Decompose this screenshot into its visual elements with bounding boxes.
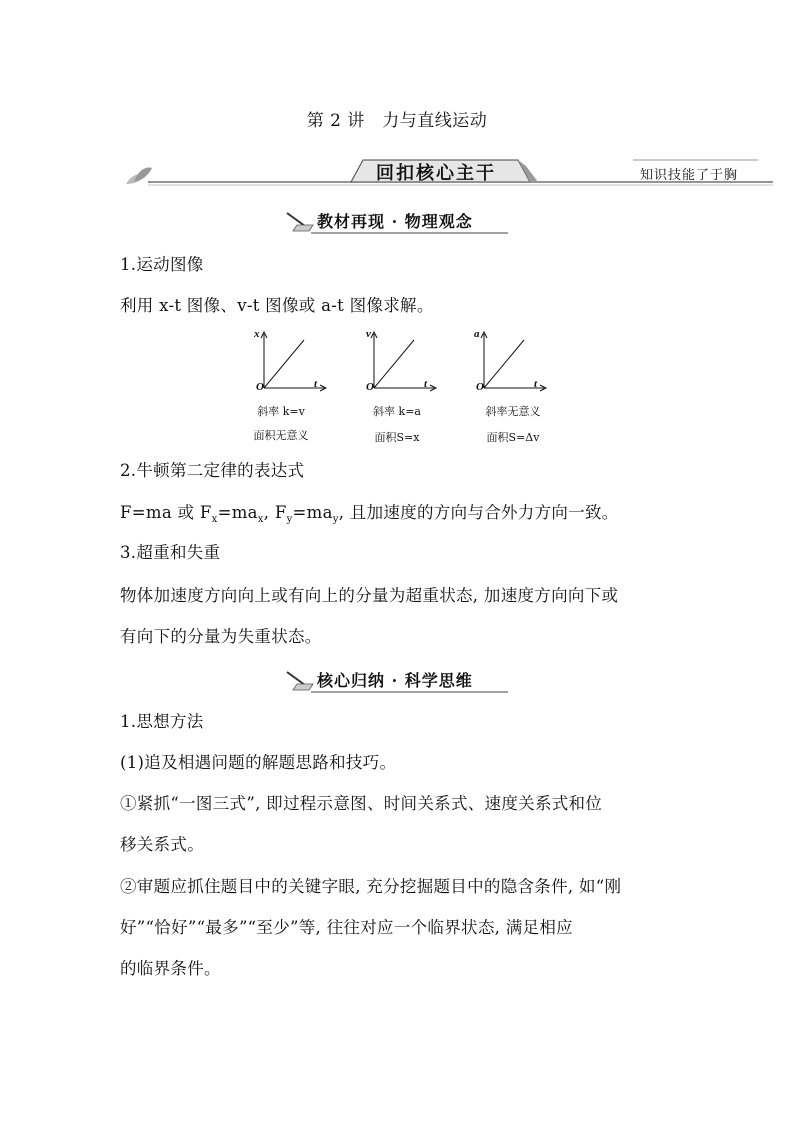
graph-at-caption2: 面积S=Δv: [486, 431, 540, 444]
section1-header: [283, 205, 513, 237]
graph-vt: [350, 326, 460, 446]
graph-vt-y-label: v: [366, 328, 371, 340]
section2-line1: (1)追及相遇问题的解题思路和技巧。: [120, 753, 397, 772]
graph-vt-caption1: 斜率 k=a: [373, 405, 421, 418]
item2-text-sub1: x: [211, 514, 218, 525]
graph-xt-caption1: 斜率 k=v: [257, 405, 305, 418]
section1-title: 教材再现 · 物理观念: [317, 212, 473, 231]
graph-xt-y-label: x: [254, 328, 260, 340]
lesson-title: 第 2 讲 力与直线运动: [306, 111, 488, 131]
graph-xt: [240, 326, 350, 446]
section2-heading: 1.思想方法: [120, 712, 204, 731]
item2-text-part1: F=ma 或 F: [120, 503, 212, 522]
graph-xt-x-label: t: [314, 378, 318, 390]
item3-heading: 3.超重和失重: [120, 543, 221, 562]
item2-text-sub2: x: [257, 514, 264, 525]
item1-heading: 1.运动图像: [120, 255, 204, 274]
section2-line4: ②审题应抓住题目中的关键字眼, 充分挖掘题目中的隐含条件, 如“刚: [120, 877, 622, 896]
graph-at-caption1: 斜率无意义: [485, 405, 541, 418]
item2-text-part3: , F: [263, 503, 287, 522]
banner-right-text: 知识技能了于胸: [640, 168, 739, 183]
graph-at-origin: O: [476, 381, 484, 393]
item3-line1: 物体加速度方向向上或有向上的分量为超重状态, 加速度方向向下或: [120, 586, 619, 605]
banner-title: 回扣核心主干: [376, 163, 496, 184]
section2-line6: 的临界条件。: [120, 959, 221, 978]
section2-title: 核心归纳 · 科学思维: [317, 671, 473, 690]
item2-heading: 2.牛顿第二定律的表达式: [120, 461, 305, 480]
item2-text-part5: , 且加速度的方向与合外力方向一致。: [338, 503, 619, 522]
item2-text-part2: =ma: [217, 503, 258, 522]
graph-vt-caption2: 面积S=x: [374, 431, 420, 444]
graph-xt-origin: O: [256, 381, 264, 393]
section-banner: [118, 156, 778, 190]
item3-line2: 有向下的分量为失重状态。: [120, 627, 322, 646]
graph-at-x-label: t: [534, 378, 538, 390]
item2-text-sub3: y: [286, 514, 293, 525]
item2-text-sub4: y: [332, 514, 339, 525]
section2-line2: ①紧抓“一图三式”, 即过程示意图、时间关系式、速度关系式和位: [120, 794, 603, 813]
graph-vt-x-label: t: [424, 378, 428, 390]
graph-at: [460, 326, 570, 446]
item2-text: [120, 502, 619, 527]
item1-text: 利用 x-t 图像、v-t 图像或 a-t 图像求解。: [120, 296, 434, 315]
section2-line3: 移关系式。: [120, 835, 204, 854]
section2-line5: 好”“恰好”“最多”“至少”等, 往往对应一个临界状态, 满足相应: [120, 918, 573, 937]
graph-at-y-label: a: [474, 328, 480, 340]
graph-vt-origin: O: [366, 381, 374, 393]
section2-header: [283, 664, 513, 696]
graph-xt-caption2: 面积无意义: [253, 429, 309, 442]
item2-text-part4: =ma: [292, 503, 333, 522]
